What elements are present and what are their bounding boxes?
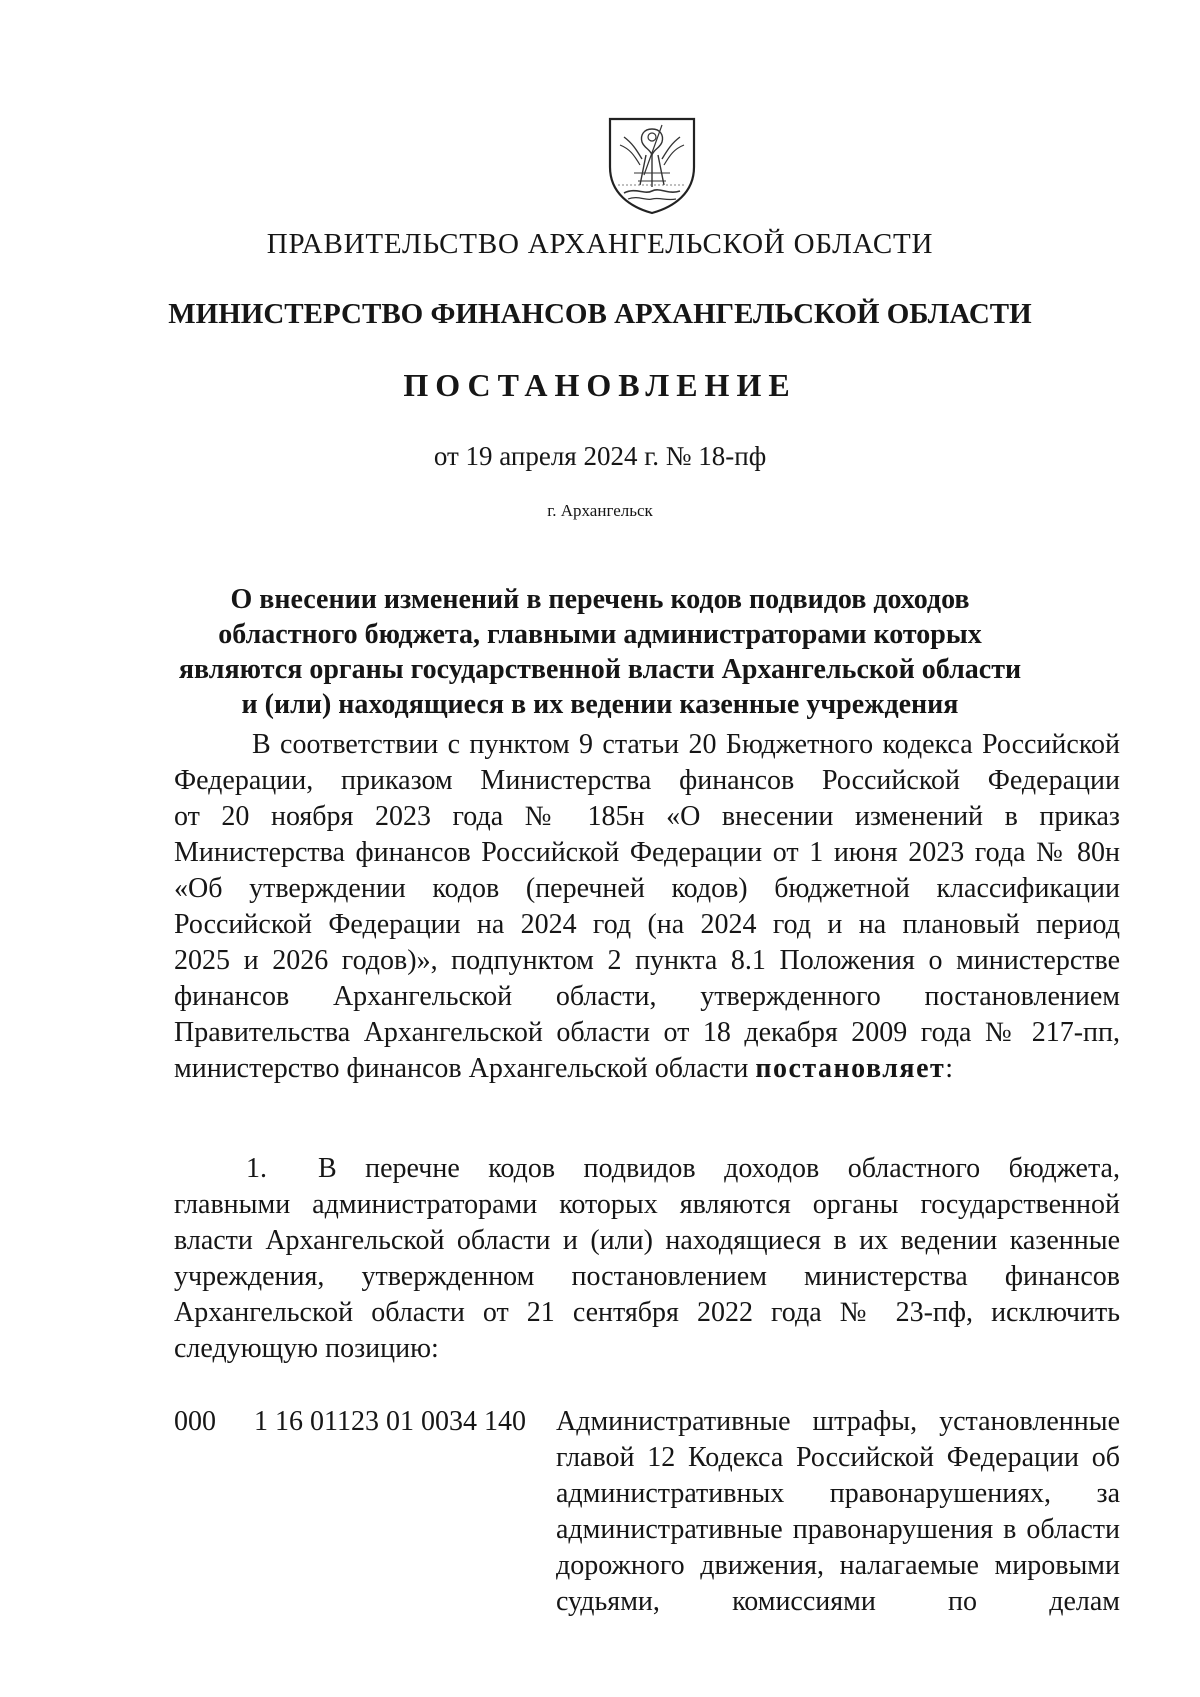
preamble-line: 2025 и 2026 годов)», подпунктом 2 пункта 8.1 Положения о министерстве [174, 945, 1120, 976]
item-line: следующую позицию: [174, 1333, 439, 1364]
preamble-last-line [174, 1051, 1120, 1087]
arkhangelsk-coat-of-arms-icon [604, 115, 700, 215]
preamble-line: В соответствии с пунктом 9 статьи 20 Бюджетного кодекса Российской [252, 729, 1120, 760]
preamble-line: Министерства финансов Российской Федерации от 1 июня 2023 года № 80н [174, 837, 1120, 868]
subject-line: являются органы государственной власти Архангельской области [178, 654, 1022, 685]
income-description-line: Административные штрафы, установленные [556, 1406, 1120, 1437]
document-type: ПОСТАНОВЛЕНИЕ [403, 367, 797, 403]
subject-line: и (или) находящиеся в их ведении казенные учреждения [241, 689, 959, 720]
subject-line: областного бюджета, главными администраторами которых [218, 619, 982, 650]
preamble-line: Российской Федерации на 2024 год (на 2024 год и на плановый период [174, 909, 1120, 940]
subject-line: О внесении изменений в перечень кодов подвидов доходов [230, 584, 970, 615]
income-description-line: административные правонарушения в области [556, 1514, 1120, 1545]
document-subject [150, 582, 1050, 722]
item-number: 1. [246, 1153, 267, 1184]
income-code: 1 16 01123 01 0034 140 [254, 1406, 526, 1437]
admin-code: 000 [174, 1406, 216, 1437]
income-description-line: главой 12 Кодекса Российской Федерации об [556, 1442, 1120, 1473]
item-line: главными администраторами которых являются органы государственной [174, 1189, 1120, 1220]
preamble-line: Правительства Архангельской области от 18 декабря 2009 года № 217-пп, [174, 1017, 1120, 1048]
ministry-name: МИНИСТЕРСТВО ФИНАНСОВ АРХАНГЕЛЬСКОЙ ОБЛАСТИ [168, 298, 1032, 330]
preamble-closing-text: министерство финансов Архангельской области [174, 1053, 749, 1084]
preamble-line: от 20 ноября 2023 года № 185н «О внесении изменений в приказ [174, 801, 1120, 832]
income-description-line: административных правонарушениях, за [556, 1478, 1120, 1509]
income-description-line: дорожного движения, налагаемые мировыми [556, 1550, 1120, 1581]
document-date-number: от 19 апреля 2024 г. № 18-пф [433, 441, 767, 471]
item-line: учреждения, утвержденном постановлением министерства финансов [174, 1261, 1120, 1292]
item-line: Архангельской области от 21 сентября 2022 года № 23-пф, исключить [174, 1297, 1120, 1328]
preamble-line: «Об утверждении кодов (перечней кодов) бюджетной классификации [174, 873, 1120, 904]
preamble-line: финансов Архангельской области, утвержденного постановлением [174, 981, 1120, 1012]
income-description-line: судьями, комиссиями по делам [556, 1586, 1120, 1617]
document-city: г. Архангельск [547, 501, 653, 520]
item-line: власти Архангельской области и (или) находящиеся в их ведении казенные [174, 1225, 1120, 1256]
government-name: ПРАВИТЕЛЬСТВО АРХАНГЕЛЬСКОЙ ОБЛАСТИ [266, 228, 934, 260]
resolution-verb: постановляет [755, 1053, 946, 1084]
preamble-line: Федерации, приказом Министерства финансов Российской Федерации [174, 765, 1120, 796]
preamble-colon: : [945, 1053, 954, 1084]
item-line: В перечне кодов подвидов доходов областного бюджета, [318, 1153, 1120, 1184]
